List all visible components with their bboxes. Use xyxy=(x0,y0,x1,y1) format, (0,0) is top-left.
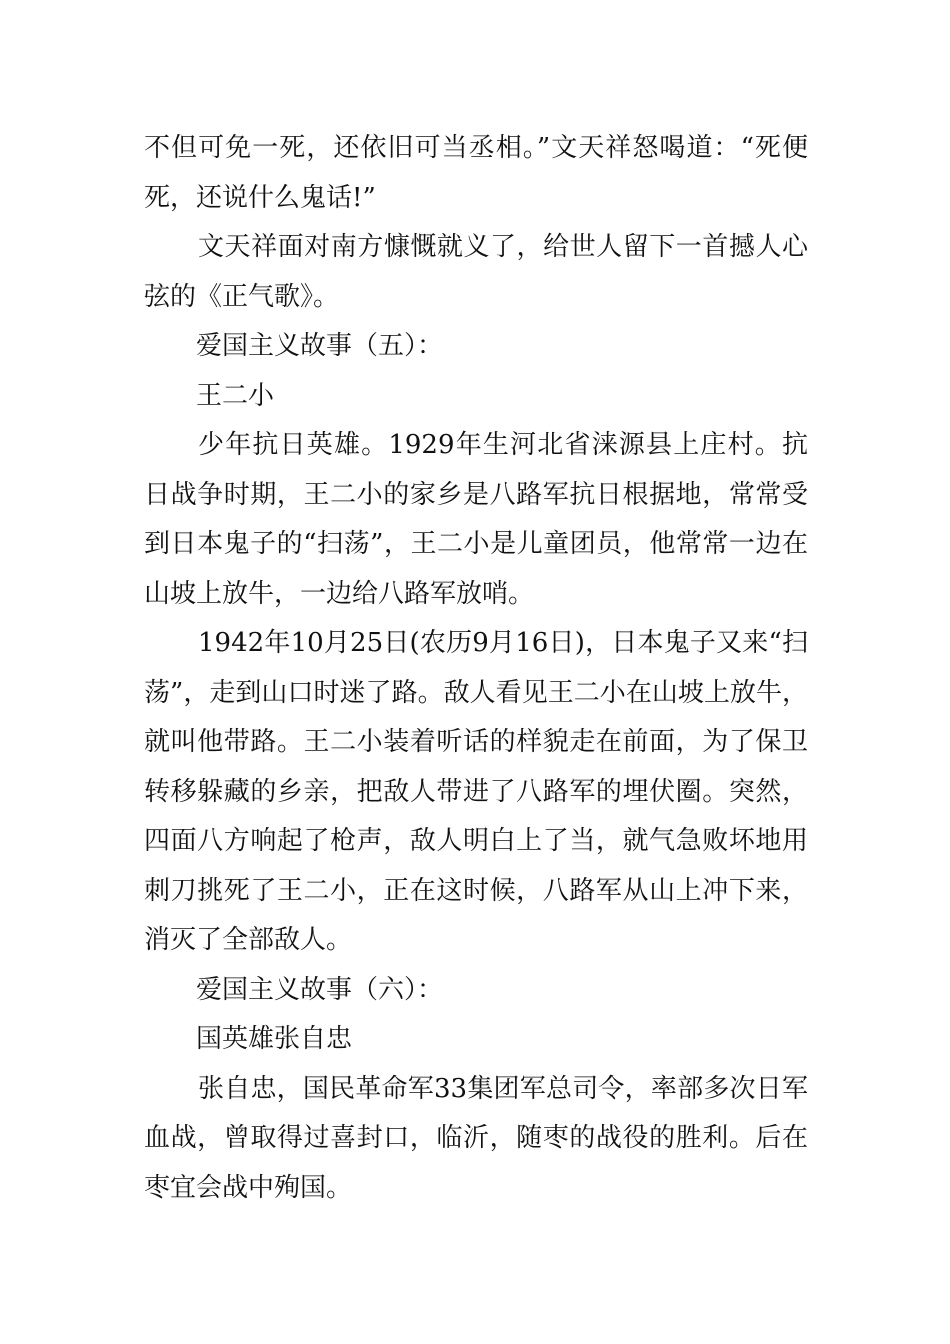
document-body xyxy=(144,124,808,1213)
paragraph-wen-tianxiang-reply: 不但可免一死，还依旧可当丞相。”文天祥怒喝道：“死便死，还说什么鬼话!” xyxy=(144,133,808,213)
paragraph-wang-erxiao-1942: 1942年10月25日(农历9月16日)，日本鬼子又来“扫荡”，走到山口时迷了路。敌人看见王二小在山坡上放牛，就叫他带路。王二小装着听话的样貌走在前面，为了保卫转移躲藏的乡亲，把敌人带进了八路军的埋伏圈。突然，四面八方响起了枪声，敌人明白上了当，就气急败坏地用刺刀挑死了王二小，正在这时候，八路军从山上冲下来，消灭了全部敌人。 xyxy=(144,628,808,955)
section-heading-story-5: 爱国主义故事（五）： xyxy=(196,331,444,361)
section-heading-story-6: 爱国主义故事（六）： xyxy=(196,974,444,1005)
paragraph-wang-erxiao-intro: 少年抗日英雄。1929年生河北省涞源县上庄村。抗日战争时期，王二小的家乡是八路军抗日根据地，常常受到日本鬼子的“扫荡”，王二小是儿童团员，他常常一边在山坡上放牛，一边给八路军放哨。 xyxy=(144,430,808,609)
paragraph-zhang-zizhong: 张自忠，国民革命军33集团军总司令，率部多次日军血战，曾取得过喜封口，临沂，随枣的战役的胜利。后在枣宜会战中殉国。 xyxy=(144,1073,808,1203)
section-title-zhang-zizhong: 国英雄张自忠 xyxy=(196,1024,353,1054)
paragraph-wen-tianxiang-martyrdom: 文天祥面对南方慷慨就义了，给世人留下一首撼人心弦的《正气歌》。 xyxy=(144,232,808,312)
section-title-wang-erxiao: 王二小 xyxy=(196,380,275,411)
